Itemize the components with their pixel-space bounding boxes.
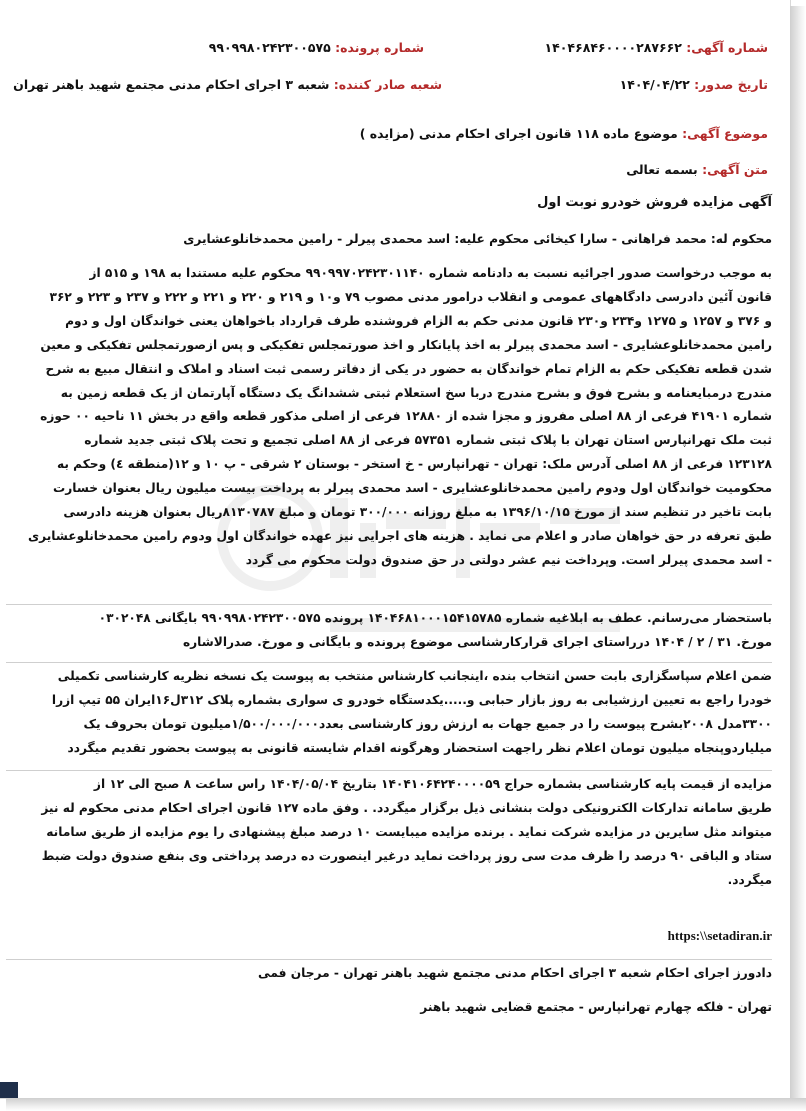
issue-date: تاریخ صدور: ۱۴۰۴/۰۴/۲۲ [619,77,768,92]
text-line: و ۳۷۶ و ۱۲۵۷ و ۱۲۷۵ و۲۳۴ و۲۳۰ قانون مدنی حکم به الزام فروشنده طرف قرارداد باخواهان یعنی خواندگان اول و دوم [65,313,772,328]
text-line: رامین محمدخانلوعشایری - اسد محمدی پیرلر به اخذ پایانکار و اخذ صورتمجلس تفکیکی و پس ازصورتمجلس تفکیکی و معین [40,337,772,352]
issuing-branch: شعبه صادر کننده: شعبه ۳ اجرای احکام مدنی مجتمع شهید باهنر تهران [13,77,442,92]
text-line: مورخ. ۳۱ / ۲ / ۱۴۰۴ درراستای اجرای قرارکارشناسی موضوع پرونده و بایگانی و مورخ. صدرالاشاره [182,634,772,649]
paragraph-auction-terms [6,770,772,893]
notice-text-label: متن آگهی: بسمه تعالی [626,162,768,177]
text-line: بابت تاخیر در تنظیم سند از مورخ ۱۳۹۶/۱۰/۱۵ به مبلغ روزانه ۳۰۰/۰۰۰ تومان و مبلغ ۸۱۳۰۷۸۷ریال بعنوان هزینه دادرسی [63,505,772,520]
paragraph-notification [6,604,772,655]
text-line: - اسد محمدی پیرلر است. وپرداخت نیم عشر دولتی در حق صندوق دولت محکوم می گردد [245,552,772,567]
text-line: ثبت ملک تهرانپارس استان تهران با پلاک ثبتی شماره ۵۷۳۵۱ فرعی از ۸۸ اصلی تجمیع و تحت پلاک ثبتی جدید شماره [84,433,772,448]
address-line: تهران - فلکه چهارم تهرانپارس - مجتمع قضایی شهید باهنر [420,1000,772,1014]
text-line: ۱۲۳۱۲۸ فرعی از ۸۸ اصلی آدرس ملک: تهران - تهرانپارس - خ استخر - بوستان ۲ شرقی - پ ۱۰ و ۱۲(منطقه ٤) وحکم به [56,457,772,472]
notice-number: شماره آگهی: ۱۴۰۴۶۸۴۶۰۰۰۰۲۸۷۶۶۲ [544,40,768,55]
text-line: ۳۳۰۰مدل ۲۰۰۸بشرح پیوست را در جمیع جهات به ارزش روز کارشناسی بعدد۱/۵۰۰/۰۰۰/۰۰۰میلیون تومان بحروف یک [83,716,772,731]
page-shadow-bottom [6,1098,806,1111]
setad-url-link[interactable]: https:\\setadiran.ir [667,928,772,943]
text-line: ضمن اعلام سپاسگزاری بابت حسن انتخاب بنده ،اینجانب کارشناس منتخب به پیوست یک نسخه نظریه کارشناسی تکمیلی [57,669,772,683]
text-line: میلیاردوپنجاه میلیون تومان اعلام نظر راجهت استحضار وهرگونه اقدام شایسته قانونی به پیوست بحضور تقدیم میگردد [67,740,772,755]
paragraph-ruling [6,262,772,573]
text-line: شدن قطعه تفکیکی حکم به الزام تمام خواندگان به حضور در یکی از دفاتر رسمی ثبت اسناد و املاک و انتقال مبیع به شرح [45,361,772,376]
text-line: طبق تعرفه در حق خواهان صادر و اعلام می نماید . هزینه های اجرایی نیز عهده خواندگان اول ودوم رامین محمدخانلوعشایری [27,528,772,543]
text-line: باستحضار می‌رسانم. عطف به ابلاغیه شماره ۱۴۰۴۶۸۱۰۰۰۱۵۴۱۵۷۸۵ پرونده ۹۹۰۹۹۸۰۲۴۲۳۰۰۵۷۵ بایگانی ۰۳۰۲۰۴۸ [98,611,772,625]
text-line: میگردد. [727,872,772,887]
signature-line: دادورز اجرای احکام شعبه ۳ اجرای احکام مدنی مجتمع شهید باهنر تهران - مرجان فمی [6,959,772,986]
file-number: شماره پرونده: ۹۹۰۹۹۸۰۲۴۲۳۰۰۵۷۵ [208,40,424,55]
paragraph-expert-opinion [6,662,772,761]
text-line: مندرج درمبایعنامه و بشرح فوق و بشرح مندرج دربا سخ استعلام ثبتی ششدانگ یک دستگاه آپارتمان از یک قطعه زمین به [60,385,772,400]
text-line: خودرا راجع به تعیین ارزشیابی به روز بازار حبابی و.....یکدستگاه خودرو ی سواری بشماره پلاک ۳۱۲ل۱۶ایران ۵۵ تیپ ازرا [51,692,772,707]
notice-heading: آگهی مزایده فروش خودرو نوبت اول [537,195,772,210]
text-line: میتواند مثل سایرین در مزایده شرکت نماید . برنده مزایده میبایست ۱۰ درصد مبلغ پیشنهادی را یوم مزایده از طریق سامانه [46,824,772,839]
notice-subject: موضوع آگهی: موضوع ماده ۱۱۸ قانون اجرای احکام مدنی (مزایده ) [359,126,768,141]
text-line: طریق سامانه تدارکات الکترونیکی دولت بنشانی ذیل برگزار میگردد. . وفق ماده ۱۲۷ قانون اجرای احکام مدنی محکوم له نیز [41,800,772,815]
text-line: به موجب درخواست صدور اجرائیه نسبت به دادنامه شماره ۹۹۰۹۹۷۰۲۴۲۳۰۱۱۴۰ محکوم علیه مستندا به ۱۹۸ و ۵۱۵ از [89,266,772,280]
text-line: ستاد و الباقی ۹۰ درصد را ظرف مدت سی روز پرداخت نماید درغیر اینصورت ده درصد پرداختی وی بنفع صندوق دولت ضبط [41,848,772,863]
page-shadow-right [790,6,806,1111]
corner-accent [0,1082,18,1098]
text-line: شماره ۴۱۹۰۱ فرعی از ۸۸ اصلی مفروز و مجزا شده از ۱۲۸۸۰ فرعی از اصلی مذکور قطعه واقع در بخش ۱۱ ناحیه ۰۰ حوزه [40,409,772,424]
text-line: مزایده از قیمت پایه کارشناسی بشماره حراج ۱۴۰۴۱۰۶۴۲۴۰۰۰۰۵۹ بتاریخ ۱۴۰۴/۰۵/۰۴ راس ساعت ۸ صبح الی ۱۲ از [93,777,772,791]
text-line: قانون آئین دادرسی دادگاههای عمومی و انقلاب درامور مدنی مصوب ۷۹ و۱۰ و ۲۱۹ و ۲۲۰ و ۲۲۱ و ۲۲۲ و ۲۳۷ و ۲۲۳ و ۳۶۲ [49,289,772,304]
parties-line: محکوم له: محمد فراهانی - سارا کیخائی محکوم علیه: اسد محمدی پیرلر - رامین محمدخانلوعشایری [183,232,772,246]
text-line: محکومیت خواندگان اول ودوم رامین محمدخانلوعشایری - اسد محمدی پیرلر به پرداخت بیست میلیون ریال بعنوان خسارت [52,481,772,496]
